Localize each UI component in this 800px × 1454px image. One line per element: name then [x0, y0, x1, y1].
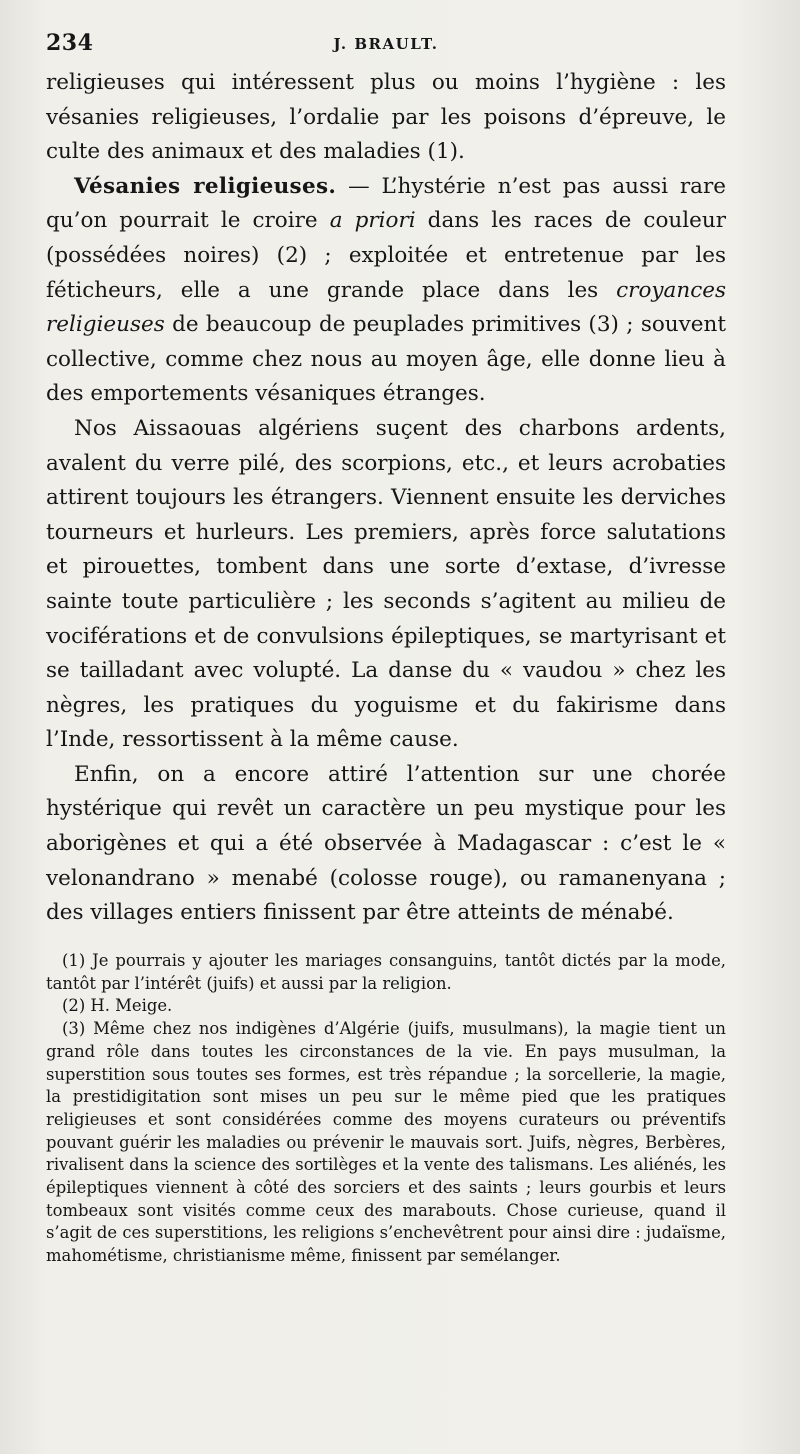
footnote-1: (1) Je pourrais y ajouter les mariages consanguins, tantôt dictés par la mode, tantôt par l’intérêt (juifs) et aussi par la religion. [46, 951, 726, 993]
main-text [46, 66, 726, 931]
footnote-3: (3) Même chez nos indigènes d’Algérie (juifs, musulmans), la magie tient un grand rôle dans toutes les circonstances de la vie. En pays musulman, la superstition sous toutes ses formes, est très répandue ; la sorcellerie, la magie, la prestidigitation sont mises un peu sur le même pied que les pratiques religieuses et sont considérées comme des moyens curateurs ou préventifs pouvant guérir les maladies ou prévenir le mauvais sort. Juifs, nègres, Berbères, rivalisent dans la science des sortilèges et la vente des talismans. Les aliénés, les épileptiques viennent à côté des sorciers et des saints ; leurs gourbis et leurs tombeaux sont visités comme ceux des marabouts. Chose curieuse, quand il s’agit de ces superstitions, les religions s’enchevêtrent pour ainsi dire : judaïsme, mahométisme, christianisme même, finissent par semélanger. [46, 1019, 726, 1266]
running-head: J. BRAULT. [333, 35, 439, 53]
italic-phrase: croyances religieuses [46, 277, 726, 338]
footnotes [46, 950, 726, 1268]
page-number: 234 [46, 30, 94, 56]
text-segment: de beaucoup de peuplades primitives (3) ; souvent collective, comme chez nous au moyen âge, elle donne lieu à des emportements vésaniques étranges. [46, 312, 726, 407]
paragraph-choree: Enfin, on a encore attiré l’attention sur une chorée hystérique qui revêt un caractère un peu mystique pour les aborigènes et qui a été observée à Madagascar : c’est le « velonandrano » menabé (colosse rouge), ou ramanenyana ; des villages entiers finissent par être atteints de ménabé. [46, 761, 726, 926]
section-heading: Vésanies religieuses. [74, 173, 337, 199]
page-header [46, 30, 726, 60]
text-segment: dans les races de couleur (possédées noires) (2) ; exploitée et entretenue par les féticheurs, elle a une grande place dans les [46, 208, 726, 303]
paragraph-vesanies [46, 170, 726, 412]
paragraph-continuation: religieuses qui intéressent plus ou moins l’hygiène : les vésanies religieuses, l’ordalie par les poisons d’épreuve, le culte des animaux et des maladies (1). [46, 70, 726, 165]
footnote-2: (2) H. Meige. [62, 996, 173, 1016]
paragraph-aissaouas: Nos Aissaouas algériens suçent des charbons ardents, avalent du verre pilé, des scorpions, etc., et leurs acrobaties attirent toujours les étrangers. Viennent ensuite les derviches tourneurs et hurleurs. Les premiers, après force salutations et pirouettes, tombent dans une sorte d’extase, d’ivresse sainte toute particulière ; les seconds s’agitent au milieu de vociférations et de convulsions épileptiques, se martyrisant et se tailladant avec volupté. La danse du « vaudou » chez les nègres, les pratiques du yoguisme et du fakirisme dans l’Inde, ressortissent à la même cause. [46, 415, 726, 753]
italic-phrase: a priori [329, 208, 416, 234]
text-segment: — L’hystérie n’est pas aussi rare qu’on pourrait le croire [46, 173, 726, 234]
